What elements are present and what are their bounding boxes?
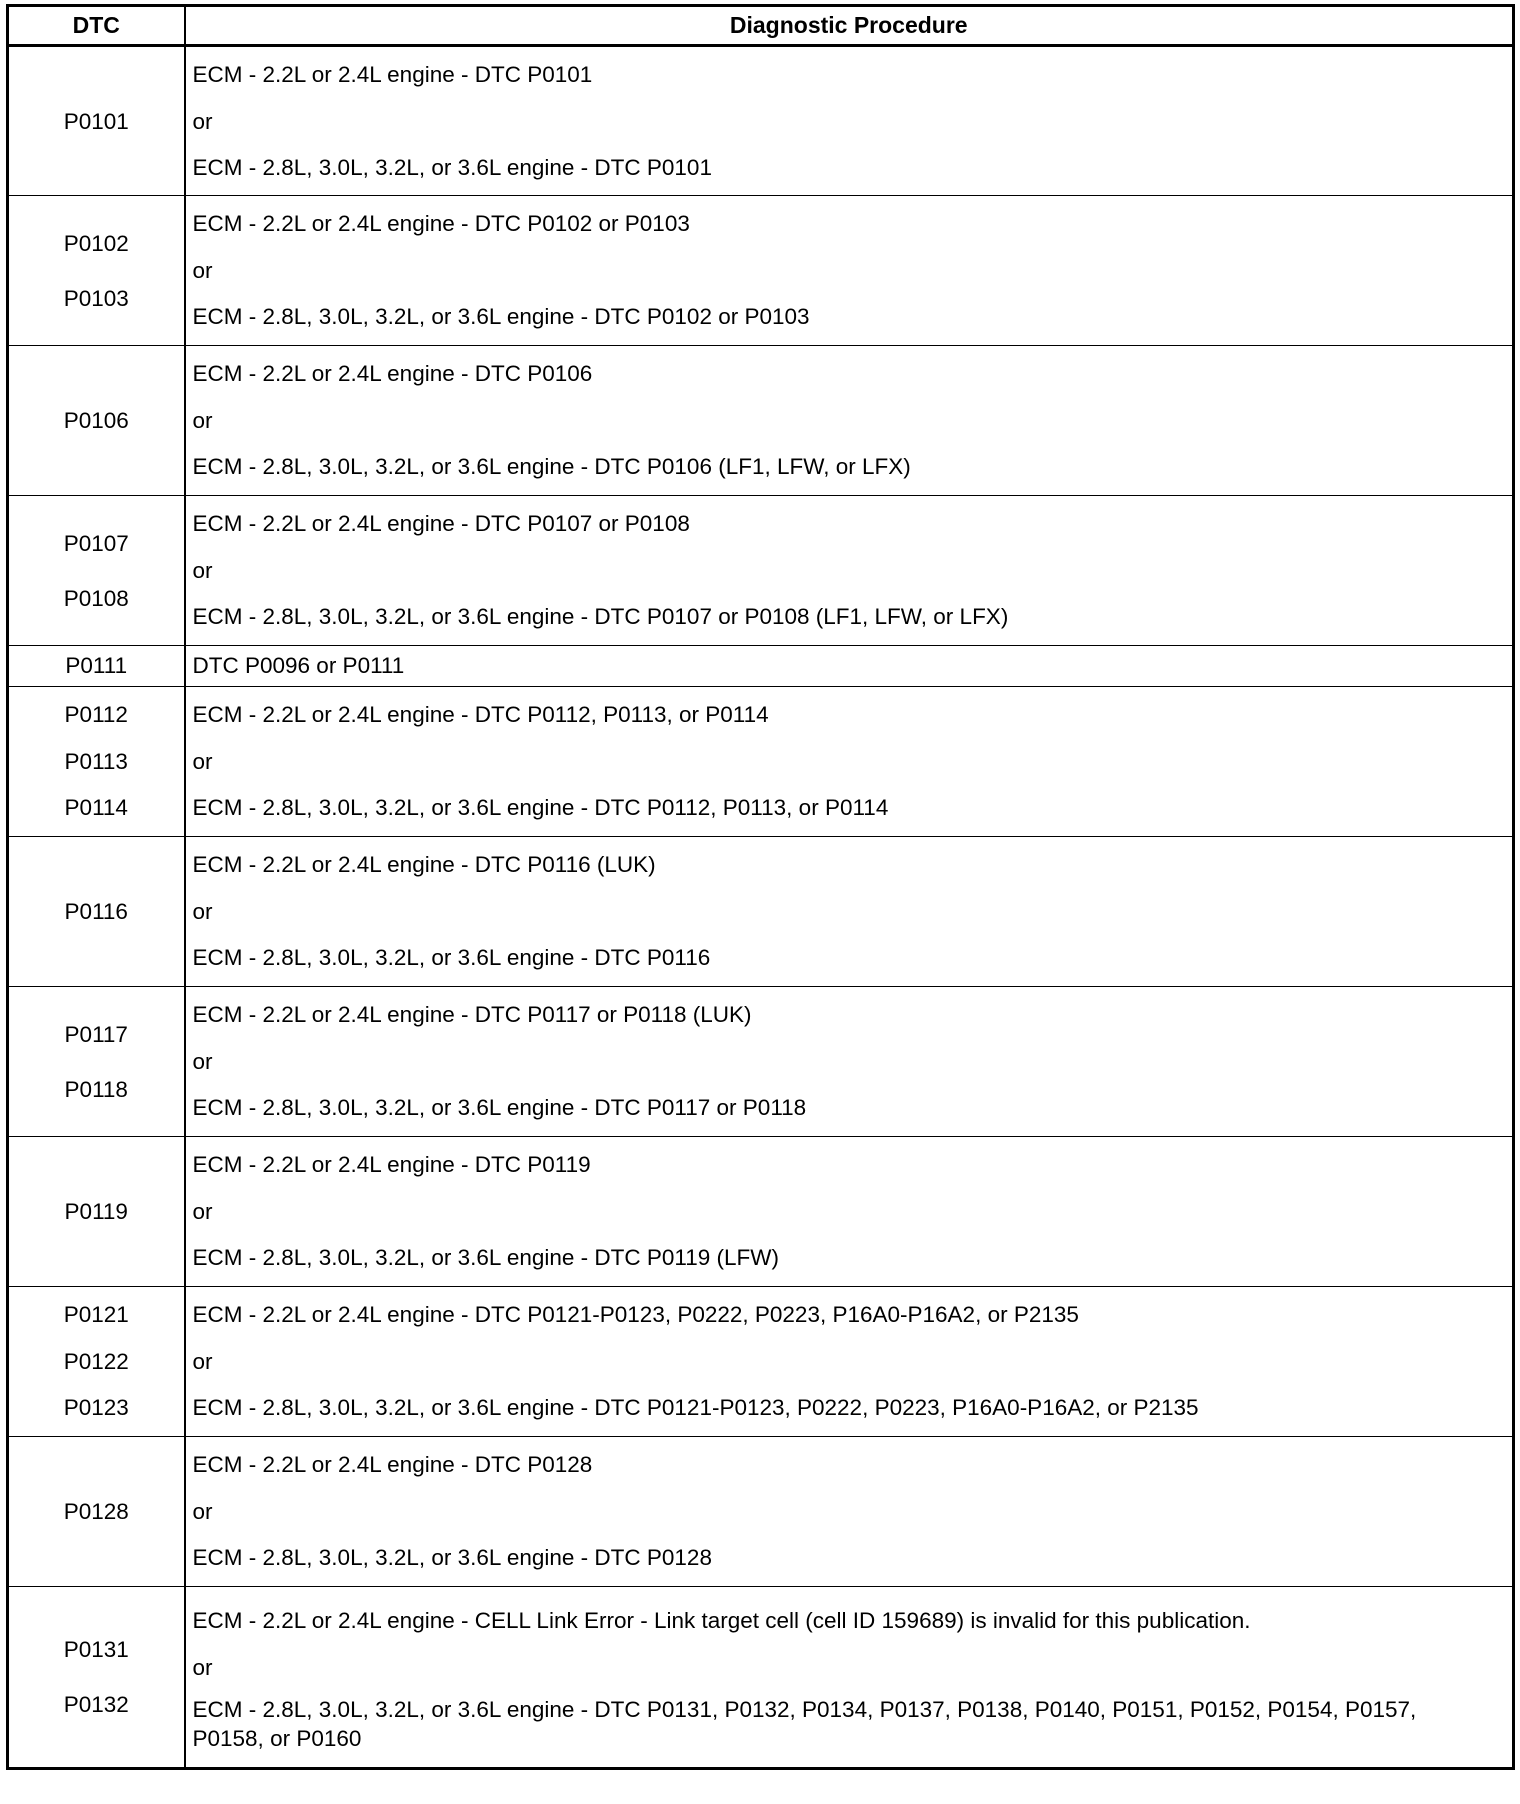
table-row [8, 1137, 1514, 1287]
dtc-code: P0107 [63, 530, 129, 556]
procedure-line: or [192, 749, 213, 774]
procedure-line: or [192, 1349, 213, 1374]
procedure-line: ECM - 2.8L, 3.0L, 3.2L, or 3.6L engine - DTC P0112, P0113, or P0114 [192, 795, 889, 820]
procedure-line: ECM - 2.2L or 2.4L engine - DTC P0107 or P0108 [192, 511, 690, 536]
table-row [8, 987, 1514, 1137]
procedure-line: or [192, 558, 213, 583]
dtc-code: P0118 [64, 1076, 128, 1102]
table-row [8, 687, 1514, 837]
dtc-code: P0119 [64, 1199, 128, 1224]
dtc-code: P0123 [63, 1395, 129, 1420]
dtc-code: P0131 [63, 1637, 129, 1662]
table-row [8, 196, 1514, 346]
procedure-line: ECM - 2.2L or 2.4L engine - DTC P0101 [192, 61, 593, 87]
dtc-code: P0116 [64, 899, 128, 924]
procedure-line: or [192, 1654, 213, 1680]
dtc-code: P0112 [64, 702, 128, 727]
procedure-line: ECM - 2.2L or 2.4L engine - CELL Link Error - Link target cell (cell ID 159689) is invalid for this publication. [192, 1607, 1251, 1633]
dtc-code: P0106 [63, 408, 129, 433]
table-row [8, 1587, 1514, 1769]
procedure-cell [185, 1587, 1514, 1769]
dtc-cell [8, 496, 185, 646]
procedure-line: ECM - 2.2L or 2.4L engine - DTC P0112, P0113, or P0114 [192, 702, 769, 727]
procedure-line: ECM - 2.8L, 3.0L, 3.2L, or 3.6L engine - DTC P0131, P0132, P0134, P0137, P0138, P0140, P0151, P0152, P0154, P0157, P0158, or P0160 [192, 1696, 1417, 1751]
procedure-cell [185, 196, 1514, 346]
dtc-cell [8, 1437, 185, 1587]
table-row [8, 646, 1514, 687]
procedure-line: or [192, 899, 213, 924]
procedure-line: ECM - 2.2L or 2.4L engine - DTC P0128 [192, 1452, 593, 1477]
procedure-cell [185, 646, 1514, 687]
procedure-line: ECM - 2.8L, 3.0L, 3.2L, or 3.6L engine - DTC P0106 (LF1, LFW, or LFX) [192, 454, 911, 479]
dtc-table-container [6, 4, 1512, 1770]
dtc-code: P0114 [64, 795, 128, 820]
procedure-line: ECM - 2.2L or 2.4L engine - DTC P0121-P0123, P0222, P0223, P16A0-P16A2, or P2135 [192, 1302, 1079, 1327]
dtc-code: P0117 [64, 1021, 128, 1047]
dtc-cell [8, 687, 185, 837]
procedure-line: ECM - 2.8L, 3.0L, 3.2L, or 3.6L engine - DTC P0128 [192, 1545, 712, 1570]
dtc-code: P0122 [63, 1349, 129, 1374]
dtc-cell [8, 196, 185, 346]
procedure-line: ECM - 2.8L, 3.0L, 3.2L, or 3.6L engine - DTC P0107 or P0108 (LF1, LFW, or LFX) [192, 604, 1009, 629]
procedure-line: DTC P0096 or P0111 [192, 653, 405, 678]
procedure-cell [185, 346, 1514, 496]
procedure-line: ECM - 2.2L or 2.4L engine - DTC P0106 [192, 361, 593, 386]
dtc-cell [8, 346, 185, 496]
procedure-line: ECM - 2.2L or 2.4L engine - DTC P0102 or P0103 [192, 211, 690, 236]
procedure-cell [185, 1287, 1514, 1437]
procedure-cell [185, 687, 1514, 837]
procedure-cell [185, 1437, 1514, 1587]
procedure-line: or [192, 1499, 213, 1524]
table-row [8, 837, 1514, 987]
dtc-cell [8, 1287, 185, 1437]
dtc-code: P0111 [65, 653, 128, 678]
dtc-cell [8, 646, 185, 687]
dtc-code: P0128 [63, 1499, 129, 1524]
procedure-line: ECM - 2.2L or 2.4L engine - DTC P0119 [192, 1152, 591, 1177]
procedure-cell [185, 496, 1514, 646]
procedure-line: ECM - 2.2L or 2.4L engine - DTC P0117 or P0118 (LUK) [192, 1002, 752, 1027]
dtc-table [6, 4, 1515, 1770]
dtc-cell [8, 1137, 185, 1287]
dtc-code: P0108 [63, 585, 129, 611]
procedure-line: ECM - 2.8L, 3.0L, 3.2L, or 3.6L engine - DTC P0119 (LFW) [192, 1245, 780, 1270]
procedure-line: ECM - 2.8L, 3.0L, 3.2L, or 3.6L engine - DTC P0121-P0123, P0222, P0223, P16A0-P16A2, or P2135 [192, 1395, 1199, 1420]
dtc-code: P0121 [63, 1302, 129, 1327]
procedure-line: ECM - 2.8L, 3.0L, 3.2L, or 3.6L engine - DTC P0117 or P0118 [192, 1095, 807, 1120]
procedure-line: or [192, 1049, 213, 1074]
dtc-code: P0132 [63, 1692, 129, 1717]
table-row [8, 46, 1514, 196]
procedure-line: or [192, 258, 213, 283]
procedure-line: or [192, 408, 213, 433]
dtc-cell [8, 837, 185, 987]
table-row [8, 1437, 1514, 1587]
procedure-cell [185, 987, 1514, 1137]
procedure-cell [185, 837, 1514, 987]
procedure-line: or [192, 1199, 213, 1224]
procedure-line: ECM - 2.8L, 3.0L, 3.2L, or 3.6L engine - DTC P0101 [192, 154, 712, 180]
table-row [8, 1287, 1514, 1437]
dtc-code: P0113 [64, 749, 128, 774]
table-header-row [8, 6, 1514, 46]
dtc-cell [8, 987, 185, 1137]
table-row [8, 496, 1514, 646]
dtc-code: P0101 [63, 108, 129, 134]
table-row [8, 346, 1514, 496]
procedure-line: or [192, 108, 213, 134]
procedure-cell [185, 46, 1514, 196]
dtc-column-header: DTC [8, 6, 185, 46]
procedure-line: ECM - 2.8L, 3.0L, 3.2L, or 3.6L engine - DTC P0116 [192, 945, 711, 970]
procedure-line: ECM - 2.8L, 3.0L, 3.2L, or 3.6L engine - DTC P0102 or P0103 [192, 304, 810, 329]
procedure-column-header: Diagnostic Procedure [185, 6, 1514, 46]
dtc-cell [8, 46, 185, 196]
dtc-code: P0103 [63, 285, 129, 311]
procedure-line: ECM - 2.2L or 2.4L engine - DTC P0116 (LUK) [192, 852, 656, 877]
procedure-cell [185, 1137, 1514, 1287]
dtc-cell [8, 1587, 185, 1769]
dtc-code: P0102 [63, 230, 129, 256]
